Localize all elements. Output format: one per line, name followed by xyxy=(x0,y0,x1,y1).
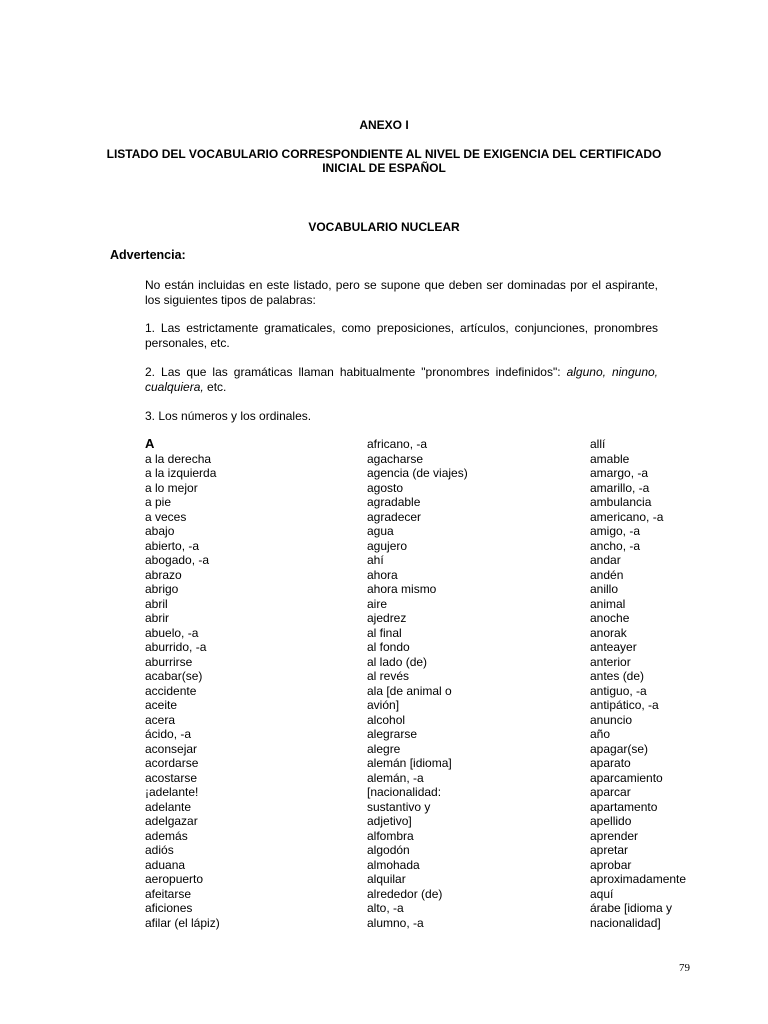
vocabulary-entry: alegre xyxy=(367,741,401,756)
vocabulary-entry: aconsejar xyxy=(145,741,198,756)
vocabulary-entry: afilar (el lápiz) xyxy=(145,915,220,930)
vocabulary-entry: apartamento xyxy=(590,799,658,814)
vocabulary-entry: anuncio xyxy=(590,712,633,727)
vocabulary-entry: abuelo, -a xyxy=(145,625,199,640)
vocabulary-entry: a lo mejor xyxy=(145,480,198,495)
vocabulary-entry: anoche xyxy=(590,611,630,625)
vocabulary-entry: al revés xyxy=(367,669,410,683)
vocabulary-entry: aburrirse xyxy=(145,654,193,669)
warning-item-3: 3. Los números y los ordinales. xyxy=(145,409,312,423)
vocabulary-entry: anorak xyxy=(590,625,627,640)
annex-heading: ANEXO I xyxy=(359,118,409,132)
warning-heading: Advertencia: xyxy=(110,248,186,262)
vocabulary-entry: ala [de animal o xyxy=(367,683,452,698)
vocabulary-entry: aceite xyxy=(145,698,178,712)
vocabulary-entry: año xyxy=(590,727,611,741)
vocabulary-entry: adjetivo] xyxy=(367,814,412,828)
vocabulary-entry: aparcamiento xyxy=(590,770,663,785)
vocabulary-entry: avión] xyxy=(367,698,400,712)
vocabulary-entry: alfombra xyxy=(367,828,414,843)
vocabulary-entry: aparato xyxy=(590,756,631,770)
vocabulary-entry: abrigo xyxy=(145,582,179,596)
vocabulary-entry: andar xyxy=(590,553,621,567)
vocabulary-entry: antiguo, -a xyxy=(590,683,647,698)
vocabulary-entry: aparcar xyxy=(590,785,631,799)
vocabulary-entry: ajedrez xyxy=(367,611,407,625)
vocabulary-entry: agradecer xyxy=(367,509,422,524)
vocabulary-entry: ahí xyxy=(367,553,384,567)
vocabulary-entry: alto, -a xyxy=(367,901,404,915)
warning-intro: No están incluidas en este listado, pero se supone que deben ser dominadas por el aspirante, los siguientes tipos de palabras: xyxy=(145,278,658,307)
vocabulary-entry: alemán [idioma] xyxy=(367,756,452,770)
vocabulary-entry: agradable xyxy=(367,495,421,509)
vocabulary-entry: anteayer xyxy=(590,640,637,654)
vocabulary-entry: africano, -a xyxy=(367,437,428,451)
vocabulary-entry: adelante xyxy=(145,799,192,814)
vocabulary-entry: adelgazar xyxy=(145,814,198,828)
vocabulary-entry: alemán, -a xyxy=(367,770,424,785)
vocabulary-entry: aquí xyxy=(590,886,614,901)
vocabulary-entry: ancho, -a xyxy=(590,538,641,553)
vocabulary-entry: allí xyxy=(590,437,606,451)
vocabulary-entry: alcohol xyxy=(367,712,406,727)
vocabulary-column-3 xyxy=(590,437,686,930)
vocabulary-entry: apretar xyxy=(590,843,629,857)
vocabulary-entry: acabar(se) xyxy=(145,669,203,683)
vocabulary-entry: al fondo xyxy=(367,640,410,654)
letter-heading: A xyxy=(145,436,155,451)
vocabulary-entry: abrir xyxy=(145,611,170,625)
vocabulary-entry: almohada xyxy=(367,857,420,872)
vocabulary-entry: abril xyxy=(145,596,168,611)
vocabulary-entry: a veces xyxy=(145,509,187,524)
vocabulary-entry: a pie xyxy=(145,495,172,509)
vocabulary-entry: agua xyxy=(367,524,394,538)
vocabulary-entry: acera xyxy=(145,712,176,727)
vocabulary-entry: accidente xyxy=(145,683,197,698)
vocabulary-entry: además xyxy=(145,828,188,843)
vocabulary-entry: alrededor (de) xyxy=(367,886,443,901)
vocabulary-entry: ahora mismo xyxy=(367,582,437,596)
vocabulary-entry: agacharse xyxy=(367,451,424,466)
vocabulary-entry: [nacionalidad: xyxy=(367,785,442,799)
vocabulary-entry: amarillo, -a xyxy=(590,480,650,495)
vocabulary-entry: árabe [idioma y xyxy=(590,901,673,915)
vocabulary-entry: abrazo xyxy=(145,567,182,582)
vocabulary-entry: aeropuerto xyxy=(145,872,204,886)
vocabulary-entry: a la derecha xyxy=(145,451,212,466)
vocabulary-entry: agujero xyxy=(367,538,408,553)
vocabulary-entry: abajo xyxy=(145,524,175,538)
vocabulary-entry: alumno, -a xyxy=(367,915,424,930)
vocabulary-entry: amable xyxy=(590,451,630,466)
page-number: 79 xyxy=(679,962,690,974)
warning-item-2-examples: alguno, ninguno, cualquiera, xyxy=(145,365,659,394)
vocabulary-entry: agencia (de viajes) xyxy=(367,466,468,480)
section-heading: VOCABULARIO NUCLEAR xyxy=(308,220,460,234)
vocabulary-entry: abierto, -a xyxy=(145,538,200,553)
vocabulary-entry: al final xyxy=(367,625,402,640)
vocabulary-entry: anterior xyxy=(590,654,631,669)
vocabulary-entry: ¡adelante! xyxy=(145,785,199,799)
vocabulary-entry: aire xyxy=(367,596,388,611)
vocabulary-entry: aficiones xyxy=(145,901,193,915)
vocabulary-entry: ahora xyxy=(367,567,398,582)
vocabulary-entry: sustantivo y xyxy=(367,799,431,814)
vocabulary-entry: nacionalidad] xyxy=(590,915,661,930)
vocabulary-entry: apagar(se) xyxy=(590,741,649,756)
vocabulary-entry: afeitarse xyxy=(145,886,192,901)
vocabulary-entry: acordarse xyxy=(145,756,199,770)
vocabulary-entry: aburrido, -a xyxy=(145,640,207,654)
vocabulary-entry: aprobar xyxy=(590,857,632,872)
vocabulary-entry: alegrarse xyxy=(367,727,418,741)
vocabulary-entry: a la izquierda xyxy=(145,466,217,480)
warning-item-2-text: 2. Las que las gramáticas llaman habitualmente "pronombres indefinidos": xyxy=(145,365,567,379)
vocabulary-entry: animal xyxy=(590,596,626,611)
vocabulary-entry: anillo xyxy=(590,582,619,596)
vocabulary-entry: adiós xyxy=(145,843,174,857)
vocabulary-entry: americano, -a xyxy=(590,509,664,524)
vocabulary-entry: aprender xyxy=(590,828,639,843)
vocabulary-entry: antes (de) xyxy=(590,669,645,683)
vocabulary-entry: aduana xyxy=(145,857,186,872)
vocabulary-entry: al lado (de) xyxy=(367,654,428,669)
vocabulary-entry: agosto xyxy=(367,480,404,495)
vocabulary-entry: ácido, -a xyxy=(145,727,192,741)
vocabulary-entry: andén xyxy=(590,567,624,582)
vocabulary-entry: antipático, -a xyxy=(590,698,659,712)
vocabulary-column-1 xyxy=(145,437,220,930)
vocabulary-entry: algodón xyxy=(367,843,410,857)
vocabulary-entry: acostarse xyxy=(145,770,198,785)
warning-item-2-end: etc. xyxy=(203,379,227,394)
vocabulary-entry: abogado, -a xyxy=(145,553,210,567)
warning-item-1: 1. Las estrictamente gramaticales, como preposiciones, artículos, conjunciones, pronombres personales, etc. xyxy=(145,321,658,350)
warning-item-2 xyxy=(145,365,658,394)
vocabulary-entry: aproximadamente xyxy=(590,872,687,886)
vocabulary-entry: alquilar xyxy=(367,872,406,886)
vocabulary-entry: amargo, -a xyxy=(590,466,649,480)
vocabulary-entry: apellido xyxy=(590,814,632,828)
vocabulary-entry: ambulancia xyxy=(590,495,652,509)
vocabulary-column-2 xyxy=(367,437,468,930)
vocabulary-entry: amigo, -a xyxy=(590,524,641,538)
document-title: LISTADO DEL VOCABULARIO CORRESPONDIENTE AL NIVEL DE EXIGENCIA DEL CERTIFICADO INICIAL DE ESPAÑOL xyxy=(106,147,662,175)
